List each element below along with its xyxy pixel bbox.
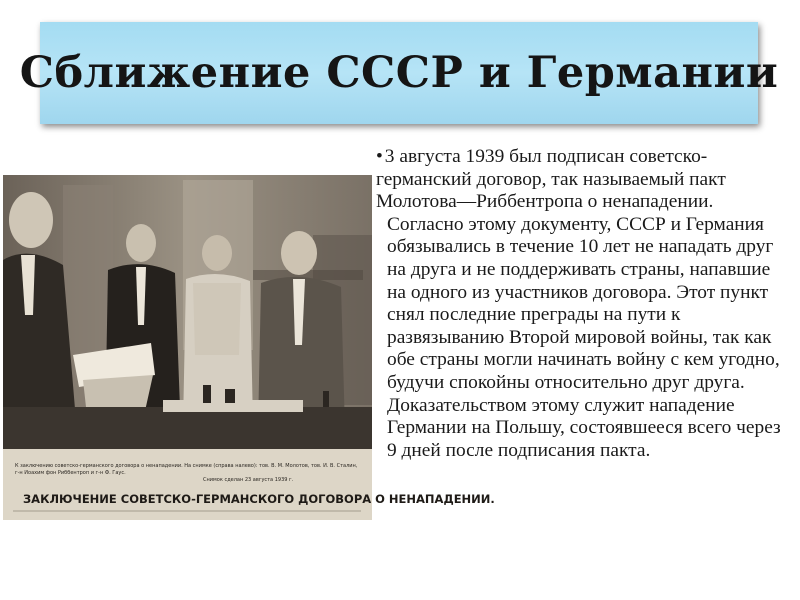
paragraph-1 [376,146,792,214]
bullet-icon: • [376,146,383,167]
svg-text:Снимок сделан 23 августа 1939: Снимок сделан 23 августа 1939 г. [203,477,294,483]
paragraph-2: Согласно этому документу, СССР и Германия обязывались в течение 10 лет не нападать друг на друга и не поддерживать страны, напавшие на одного из участников договора. Этот пункт снял последние преграды на пути к развязыванию Второй мировой войны, так как обе страны могли начинать войну с кем угодно, будучи спокойны относительно друг друга. Доказательством этому служит нападение Германии на Польшу, состоявшееся всего через 9 дней после подписания пакта. [387,213,781,461]
svg-text:К заключению советско-германск: К заключению советско-германского договора о ненападении. На снимке (справа налево): тов. В. М. Молотов, тов. И. В. Сталин, [15,463,358,469]
svg-text:г-н Иоахим фон Риббентроп и г-: г-н Иоахим фон Риббентроп и г-н Ф. Гаус. [15,470,126,476]
title-banner [19,22,779,124]
photo-caption: ЗАКЛЮЧЕНИЕ СОВЕТСКО-ГЕРМАНСКОГО ДОГОВОРА О НЕНАПАДЕНИИ. [23,492,495,506]
historical-photo [3,175,495,520]
paragraph-1-text: 3 августа 1939 был подписан советско-германский договор, так называемый пакт Молотова—Риббентропа о ненападении. [376,146,726,213]
body-text [376,146,792,462]
photo-image [3,175,495,520]
slide-title: Сближение СССР и Германии [19,48,779,98]
